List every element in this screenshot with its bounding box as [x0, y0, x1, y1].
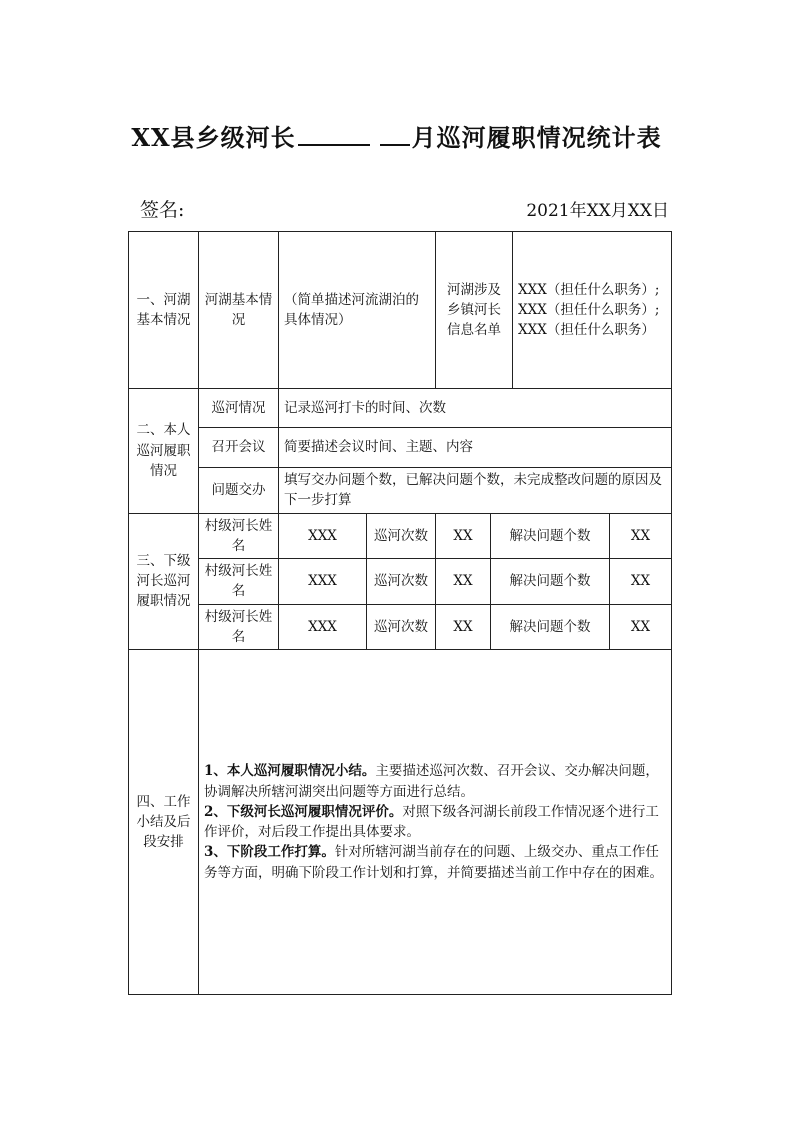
solved-count-label: 解决问题个数 [491, 604, 610, 650]
town-chief-list[interactable] [513, 232, 672, 389]
village-chief-name-label: 村级河长姓名 [199, 559, 279, 605]
village-chief-name[interactable]: XXX [279, 559, 367, 605]
title-part2: 月巡河履职情况统计表 [411, 123, 662, 152]
patrol-label: 巡河情况 [199, 389, 279, 428]
title-part1: XX县乡级河长 [131, 123, 296, 152]
signature-label: 签名: [140, 199, 185, 221]
summary-item [204, 761, 666, 802]
title-blank-county-chief[interactable] [298, 124, 370, 146]
patrol-count[interactable]: XX [436, 513, 491, 559]
patrol-count-label: 巡河次数 [367, 559, 436, 605]
section3-row [129, 513, 672, 559]
solved-count[interactable]: XX [610, 604, 672, 650]
section3-row [129, 559, 672, 605]
page-title [0, 118, 793, 153]
issues-content[interactable]: 填写交办问题个数，已解决问题个数，未完成整改问题的原因及下一步打算 [279, 468, 672, 514]
summary-item-head: 3、下阶段工作打算。 [204, 844, 335, 861]
section4-row [129, 650, 672, 995]
village-chief-name[interactable]: XXX [279, 604, 367, 650]
solved-count-label: 解决问题个数 [491, 513, 610, 559]
patrol-count[interactable]: XX [436, 559, 491, 605]
solved-count[interactable]: XX [610, 513, 672, 559]
issues-label: 问题交办 [199, 468, 279, 514]
river-info-desc[interactable]: （简单描述河流湖泊的具体情况） [279, 232, 436, 389]
patrol-form-table [128, 231, 672, 995]
patrol-count-label: 巡河次数 [367, 604, 436, 650]
patrol-content[interactable]: 记录巡河打卡的时间、次数 [279, 389, 672, 428]
summary-item-body: 主要描述巡河次数、召开会议、交办解决问题，协调解决所辖河湖突出问题等方面进行总结。 [204, 763, 659, 800]
summary-item [204, 802, 666, 843]
section2-label: 二、本人巡河履职情况 [129, 389, 199, 514]
summary-item-head: 2、下级河长巡河履职情况评价。 [204, 803, 403, 820]
town-chief-item: XXX（担任什么职务） [518, 322, 655, 339]
meeting-label: 召开会议 [199, 428, 279, 468]
section3-label: 三、下级河长巡河履职情况 [129, 513, 199, 650]
meeting-content[interactable]: 简要描述会议时间、主题、内容 [279, 428, 672, 468]
town-chief-label: 河湖涉及乡镇河长信息名单 [436, 232, 513, 389]
section2-row-patrol [129, 389, 672, 428]
section3-row [129, 604, 672, 650]
village-chief-name-label: 村级河长姓名 [199, 604, 279, 650]
town-chief-item: XXX（担任什么职务）; [518, 301, 660, 318]
date-text: 2021年XX月XX日 [526, 201, 669, 221]
patrol-count-label: 巡河次数 [367, 513, 436, 559]
title-blank-month[interactable] [380, 124, 410, 146]
village-chief-name[interactable]: XXX [279, 513, 367, 559]
solved-count[interactable]: XX [610, 559, 672, 605]
section2-row-issues [129, 468, 672, 514]
section1-label: 一、河湖基本情况 [129, 232, 199, 389]
summary-content[interactable] [199, 650, 672, 995]
section4-label: 四、工作小结及后段安排 [129, 650, 199, 995]
village-chief-name-label: 村级河长姓名 [199, 513, 279, 559]
town-chief-item: XXX（担任什么职务）; [518, 281, 660, 298]
section2-row-meeting [129, 428, 672, 468]
summary-item-body: 针对所辖河湖当前存在的问题、上级交办、重点工作任务等方面，明确下阶段工作计划和打算，并简要描述当前工作中存在的困难。 [204, 844, 663, 881]
section1-row [129, 232, 672, 389]
river-info-label: 河湖基本情况 [199, 232, 279, 389]
summary-item [204, 842, 666, 883]
summary-item-head: 1、本人巡河履职情况小结。 [204, 763, 376, 780]
patrol-count[interactable]: XX [436, 604, 491, 650]
solved-count-label: 解决问题个数 [491, 559, 610, 605]
summary-item-body: 对照下级各河湖长前段工作情况逐个进行工作评价，对后段工作提出具体要求。 [204, 803, 659, 840]
